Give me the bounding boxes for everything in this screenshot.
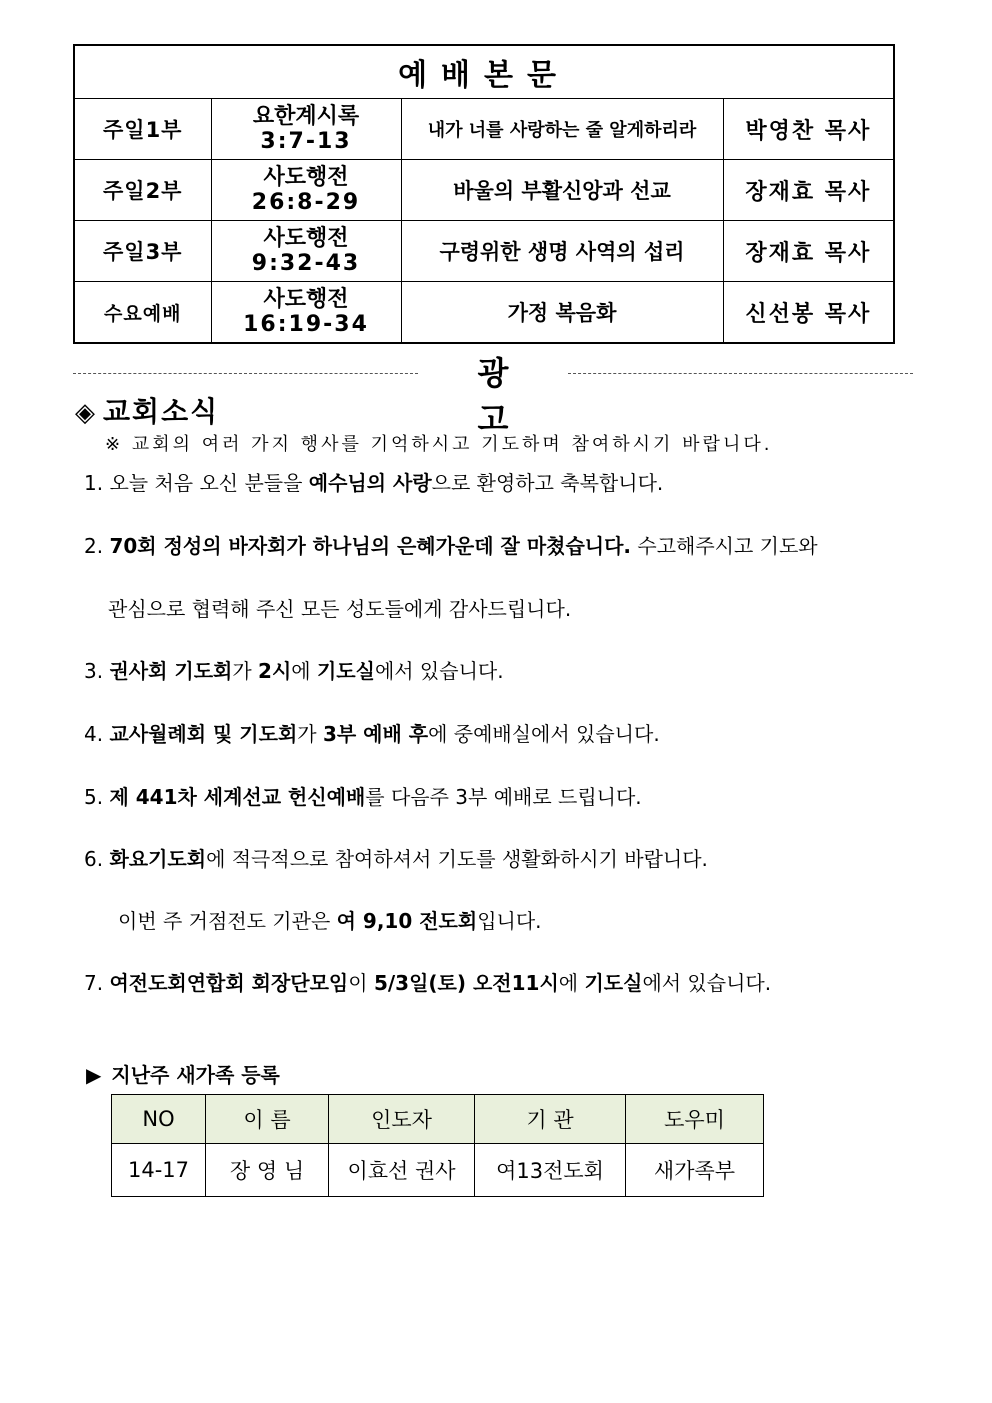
registration-title: 지난주 새가족 등록 [111, 1063, 280, 1087]
header-no: NO [112, 1095, 206, 1144]
passage [211, 99, 401, 160]
news-item-7: 7. 여전도회연합회 회장단모임이 5/3일(토) 오전11시에 기도실에서 있습니다. [84, 971, 772, 995]
service-name: 주일2부 [74, 160, 211, 221]
cell-no: 14-17 [112, 1144, 206, 1197]
news-item-5: 5. 제 441차 세계선교 헌신예배를 다음주 3부 예배로 드립니다. [84, 785, 642, 809]
news-item-6: 6. 화요기도회에 적극적으로 참여하셔서 기도를 생활화하시기 바랍니다. [84, 847, 708, 871]
ad-title: 광고 [477, 354, 539, 438]
worship-row [74, 282, 894, 344]
passage-book: 사도행전 [263, 226, 349, 251]
table-row [112, 1144, 764, 1197]
news-heading [75, 390, 219, 430]
pastor-name: 박영찬 목사 [723, 99, 894, 160]
header-org: 기 관 [475, 1095, 626, 1144]
worship-title: 예배본문 [74, 45, 894, 99]
cell-name: 장 영 님 [206, 1144, 329, 1197]
news-item-3: 3. 권사회 기도회가 2시에 기도실에서 있습니다. [84, 659, 504, 683]
passage [211, 160, 401, 221]
header-helper: 도우미 [626, 1095, 764, 1144]
table-header-row [112, 1095, 764, 1144]
passage-book: 사도행전 [263, 165, 349, 190]
service-name: 주일1부 [74, 99, 211, 160]
passage-ref: 9:32-43 [251, 251, 361, 276]
cell-helper: 새가족부 [626, 1144, 764, 1197]
worship-row [74, 221, 894, 282]
passage-ref: 16:19-34 [243, 312, 369, 337]
passage [211, 282, 401, 344]
passage-book: 사도행전 [263, 287, 349, 312]
sermon-title: 내가 너를 사랑하는 줄 알게하리라 [401, 99, 723, 160]
worship-row [74, 99, 894, 160]
news-item-2-cont: 관심으로 협력해 주신 모든 성도들에게 감사드립니다. [108, 597, 572, 621]
sermon-title: 바울의 부활신앙과 선교 [401, 160, 723, 221]
diamond-icon: ◈ [75, 398, 97, 428]
worship-row [74, 160, 894, 221]
header-name: 이 름 [206, 1095, 329, 1144]
news-item-1: 1. 오늘 처음 오신 분들을 예수님의 사랑으로 환영하고 축복합니다. [84, 471, 664, 495]
news-item-4: 4. 교사월례회 및 기도회가 3부 예배 후에 중예배실에서 있습니다. [84, 722, 660, 746]
header-guide: 인도자 [329, 1095, 475, 1144]
passage-ref: 3:7-13 [260, 129, 352, 154]
sermon-title: 가정 복음화 [401, 282, 723, 344]
cell-org: 여13전도회 [475, 1144, 626, 1197]
passage-book: 요한계시록 [252, 104, 360, 129]
service-name: 주일3부 [74, 221, 211, 282]
worship-table [73, 44, 895, 344]
news-item-6-cont: 이번 주 거점전도 기관은 여 9,10 전도회입니다. [118, 909, 542, 933]
passage [211, 221, 401, 282]
pastor-name: 장재효 목사 [723, 160, 894, 221]
cell-guide: 이효선 권사 [329, 1144, 475, 1197]
registration-heading [86, 1059, 280, 1088]
service-name: 수요예배 [74, 282, 211, 344]
triangle-icon: ▶ [86, 1063, 102, 1087]
dashed-divider [73, 373, 418, 374]
pastor-name: 신선봉 목사 [723, 282, 894, 344]
pastor-name: 장재효 목사 [723, 221, 894, 282]
news-title: 교회소식 [103, 395, 220, 428]
sermon-title: 구령위한 생명 사역의 섭리 [401, 221, 723, 282]
dashed-divider [568, 373, 913, 374]
registration-table [111, 1094, 764, 1197]
news-note: ※ 교회의 여러 가지 행사를 기억하시고 기도하며 참여하시기 바랍니다. [105, 434, 773, 455]
passage-ref: 26:8-29 [251, 190, 361, 215]
news-item-2: 2. 70회 정성의 바자회가 하나님의 은혜가운데 잘 마쳤습니다. 수고해주시고 기도와 [84, 534, 818, 558]
